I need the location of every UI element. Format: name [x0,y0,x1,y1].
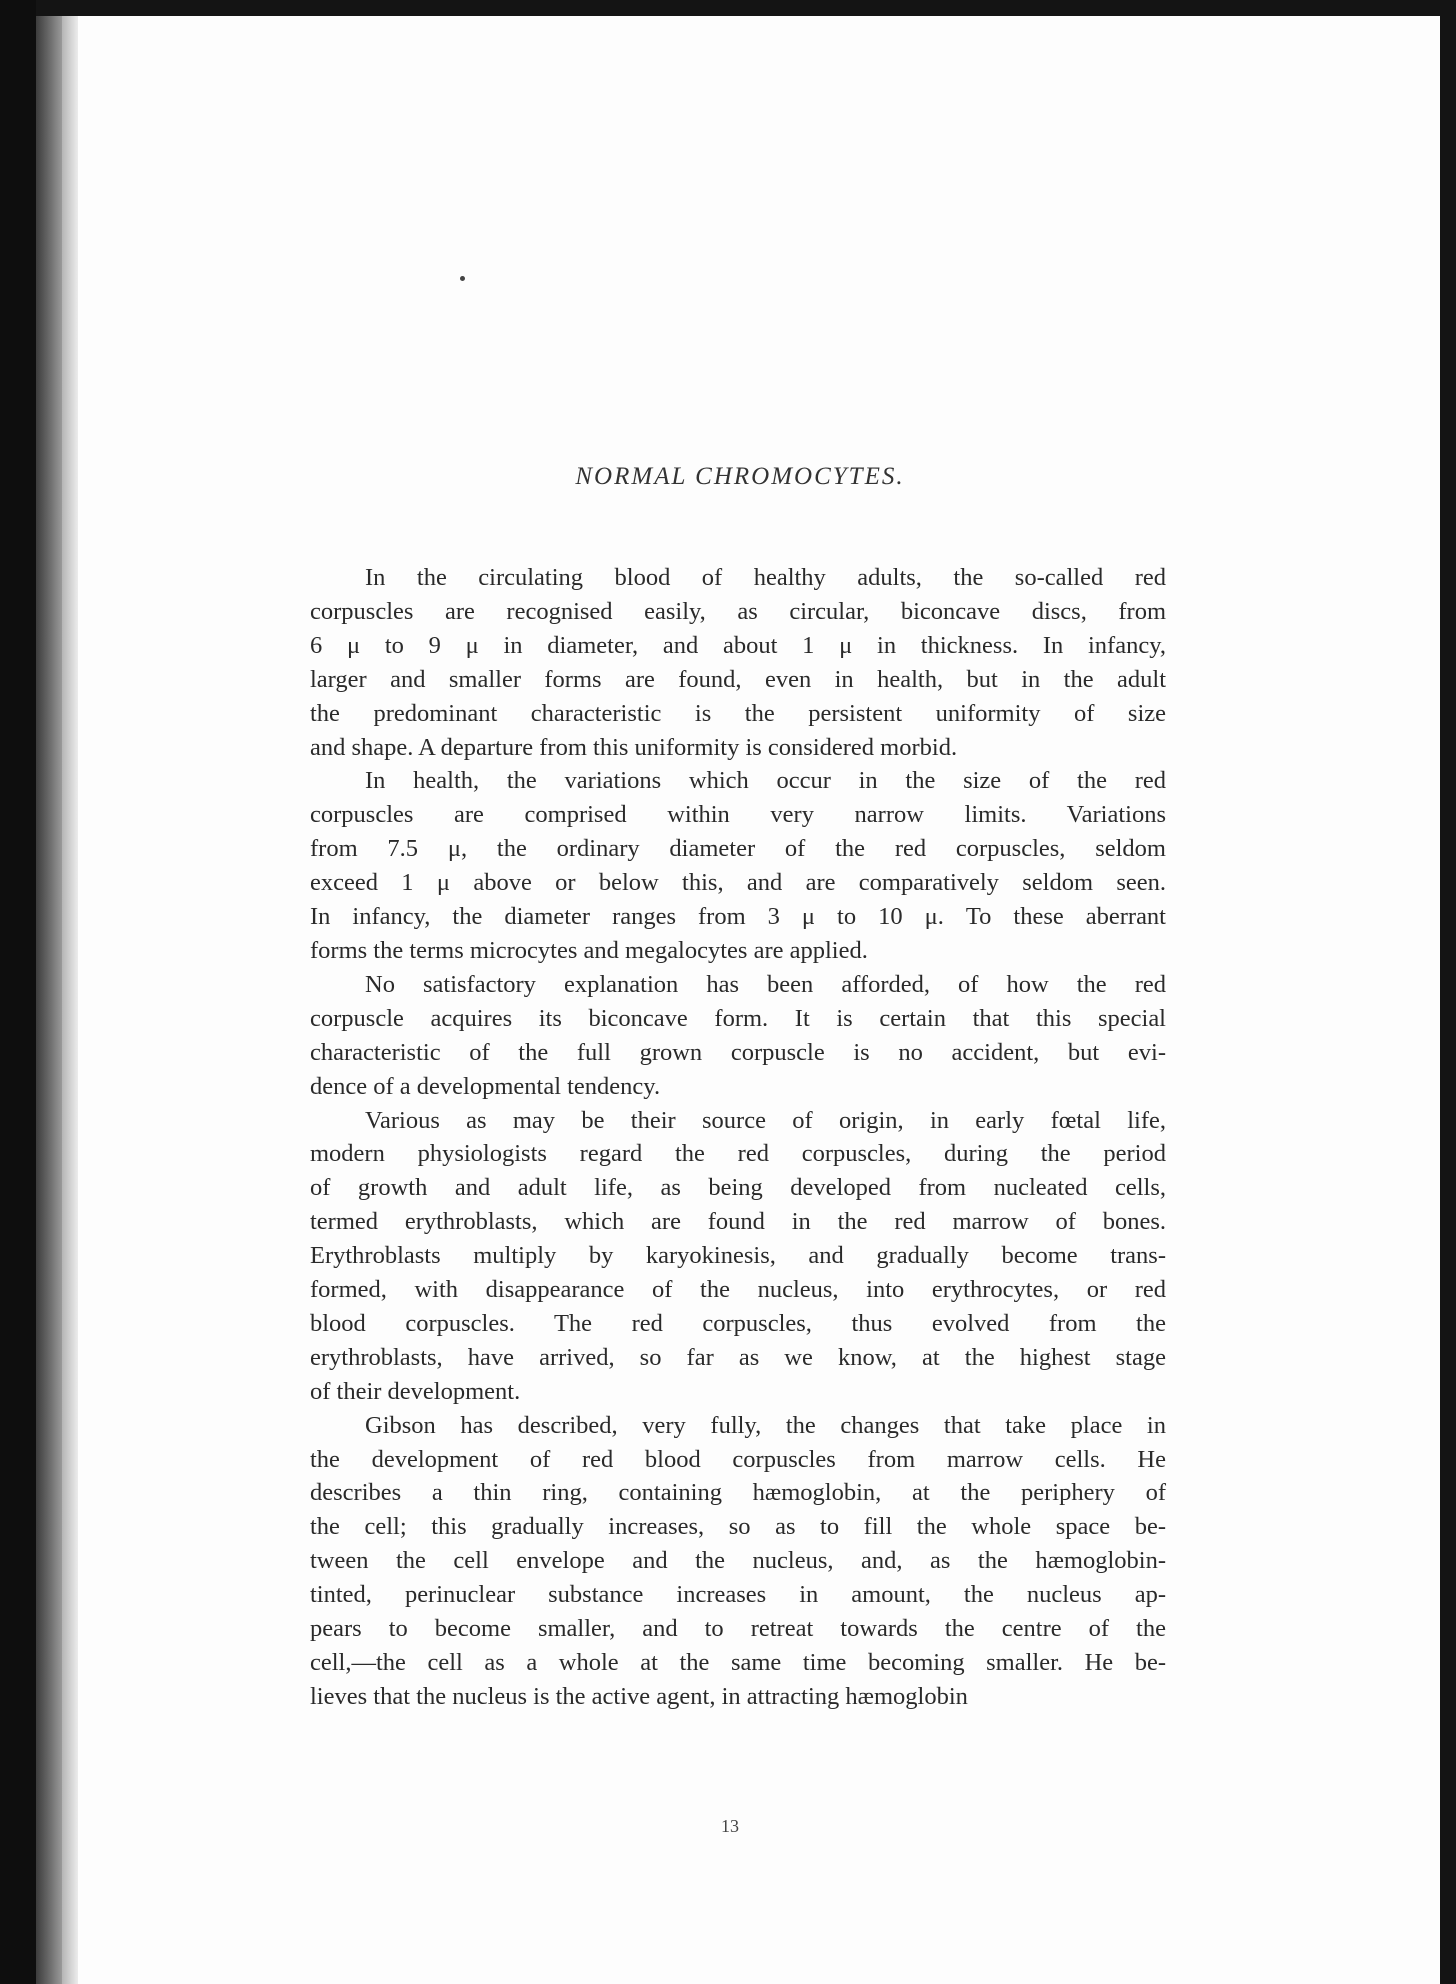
text-line: Various as may be their source of origin, in early fœtal life, [365,1106,1166,1134]
body-text [310,561,1166,1714]
text-line: of growth and adult life, as being developed from nucleated cells, [310,1174,1166,1202]
paragraph-4 [310,1104,1166,1409]
text-line: cell,—the cell as a whole at the same time becoming smaller. He be- [310,1649,1166,1676]
book-spine-shadow [36,16,62,1984]
text-line: pears to become smaller, and to retreat towards the centre of the [310,1615,1166,1643]
text-line: characteristic of the full grown corpuscle is no accident, but evi- [310,1038,1166,1066]
text-line: Gibson has described, very fully, the changes that take place in [365,1411,1166,1439]
scan-frame-left [0,0,36,1984]
chapter-heading: NORMAL CHROMOCYTES. [575,463,905,490]
text-line: the predominant characteristic is the persistent uniformity of size [310,699,1166,727]
text-line: modern physiologists regard the red corpuscles, during the period [310,1140,1166,1168]
text-line: tinted, perinuclear substance increases in amount, the nucleus ap- [310,1581,1166,1609]
text-line: corpuscles are recognised easily, as circular, biconcave discs, from [310,597,1166,625]
paragraph-1 [310,561,1166,764]
paragraph-2 [310,764,1166,967]
text-line: forms the terms microcytes and megalocytes are applied. [310,936,868,964]
text-line: larger and smaller forms are found, even in health, but in the adult [310,665,1166,693]
text-line: describes a thin ring, containing hæmoglobin, at the periphery of [310,1479,1166,1507]
text-line: formed, with disappearance of the nucleus, into erythrocytes, or red [310,1276,1166,1304]
text-line: In the circulating blood of healthy adults, the so-called red [365,564,1166,591]
scan-frame-top [0,0,1456,16]
text-line: corpuscles are comprised within very narrow limits. Variations [310,801,1166,829]
text-line: of their development. [310,1377,521,1405]
page-number: 13 [721,1816,739,1836]
text-line: erythroblasts, have arrived, so far as we know, at the highest stage [310,1343,1166,1371]
text-line: from 7.5 μ, the ordinary diameter of the red corpuscles, seldom [310,835,1166,863]
paragraph-3 [310,968,1166,1104]
ink-speck [460,276,465,281]
text-line: blood corpuscles. The red corpuscles, thus evolved from the [310,1309,1166,1337]
text-line: No satisfactory explanation has been afforded, of how the red [365,970,1166,998]
text-line: termed erythroblasts, which are found in the red marrow of bones. [310,1208,1166,1236]
text-line: Erythroblasts multiply by karyokinesis, and gradually become trans- [310,1242,1166,1270]
text-line: In health, the variations which occur in the size of the red [365,767,1166,795]
book-gutter [62,16,78,1984]
text-line: 6 μ to 9 μ in diameter, and about 1 μ in thickness. In infancy, [310,631,1166,659]
text-line: In infancy, the diameter ranges from 3 μ to 10 μ. To these aberrant [310,903,1166,931]
paragraph-5 [310,1409,1166,1714]
text-line: the development of red blood corpuscles from marrow cells. He [310,1445,1166,1473]
text-line: exceed 1 μ above or below this, and are comparatively seldom seen. [310,869,1166,897]
scan-frame-right [1440,0,1456,1984]
text-line: the cell; this gradually increases, so as to fill the whole space be- [310,1513,1166,1541]
text-line: corpuscle acquires its biconcave form. It is certain that this special [310,1004,1166,1032]
text-line: dence of a developmental tendency. [310,1072,661,1100]
text-line: and shape. A departure from this uniformity is considered morbid. [310,733,958,761]
text-line: tween the cell envelope and the nucleus, and, as the hæmoglobin- [310,1547,1166,1575]
text-line: lieves that the nucleus is the active agent, in attracting hæmoglobin [310,1682,968,1710]
